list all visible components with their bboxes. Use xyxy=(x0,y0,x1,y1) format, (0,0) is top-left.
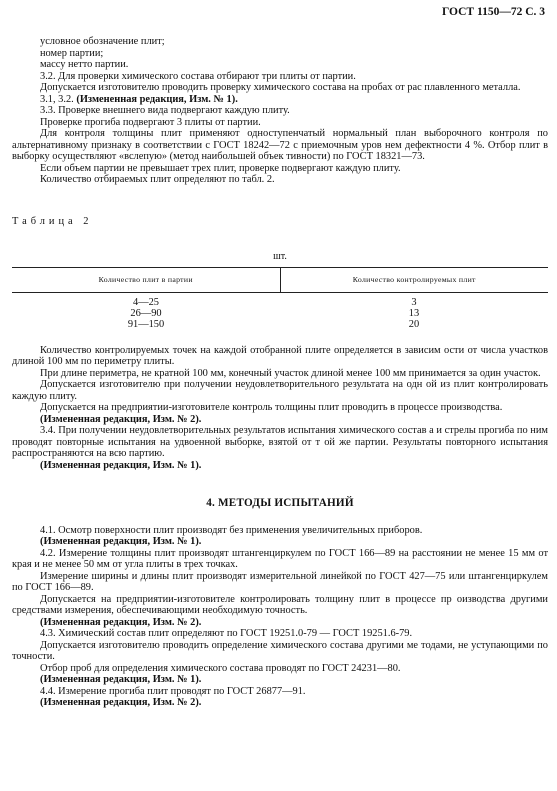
table-cell: 3 xyxy=(411,297,417,308)
paragraph-unsatisfactory: Допускается изготовителю при получении неудовлетворительного результата на одн ой из плит контролировать каждую плиту. xyxy=(12,379,548,402)
document-body xyxy=(12,36,548,709)
paragraph-thickness-control: Для контроля толщины плит применяют одноступенчатый нормальный план выборочного контроля по альтернативному признаку в соответствии с ГОСТ 18242—72 с приемочным уров нем дефектности 4 %. Отбор плит в выборку осуществляют «вслепую» (метод наибольшей объек тивности) по ГОСТ 18321—73. xyxy=(12,128,548,162)
paragraph-control-points: Количество контролируемых точек на каждой отобранной плите определяется в зависим ости от числа участков длиной 100 мм по периметру плиты. xyxy=(12,344,548,368)
edit-note-izm1: (Измененная редакция, Изм. № 1). xyxy=(40,674,202,686)
paragraph-4-2-allowance: Допускается на предприятии-изготовителе контролировать толщину плит в процессе пр оизводства другими средствами измерения, обеспечивающими необходимую точность. xyxy=(12,593,548,617)
table-cell: 20 xyxy=(408,319,420,331)
paragraph-perimeter: При длине периметра, не кратной 100 мм, конечный участок длиной менее 100 мм принимается за один участок. xyxy=(40,367,541,379)
edit-note-izm2: (Измененная редакция, Изм. № 2). xyxy=(40,413,202,425)
list-line-batch-number: номер партии; xyxy=(40,47,104,59)
edit-note-label: (Измененная редакция, Изм. № 1). xyxy=(76,93,238,105)
table-2-title: Таблица 2 xyxy=(12,215,93,227)
table-row xyxy=(12,308,548,319)
edit-note-izm1: (Измененная редакция, Изм. № 1). xyxy=(40,536,202,548)
table-header-plates-controlled: Количество контролируемых плит xyxy=(280,267,548,293)
table-header-plates-in-batch: Количество плит в партии xyxy=(12,267,280,293)
paragraph-3-2: 3.2. Для проверки химического состава отбирают три плиты от партии. xyxy=(40,70,356,82)
section-4-title: 4. МЕТОДЫ ИСПЫТАНИЙ xyxy=(206,497,354,510)
table-row xyxy=(12,293,548,309)
paragraph-4-1: 4.1. Осмотр поверхности плит производят без применения увеличительных приборов. xyxy=(40,524,423,536)
table-2 xyxy=(12,267,548,331)
paragraph-sample-count: Количество отбираемых плит определяют по табл. 2. xyxy=(40,174,275,185)
paragraph-3-3-deflection: Проверке прогиба подвергают 3 плиты от партии. xyxy=(40,116,261,128)
spacer xyxy=(12,331,548,345)
table-cell: 4—25 xyxy=(133,297,159,308)
edit-note-izm2: (Измененная редакция, Изм. № 2). xyxy=(40,616,202,628)
paragraph-in-process: Допускается на предприятии-изготовителе контроль толщины плит проводить в процессе производства. xyxy=(40,402,503,414)
paragraph-small-batch: Если объем партии не превышает трех плит, проверке подвергают каждую плиту. xyxy=(40,162,401,174)
paragraph-3-3: 3.3. Проверке внешнего вида подвергают каждую плиту. xyxy=(40,105,290,116)
paragraph-4-4: 4.4. Измерение прогиба плит проводят по ГОСТ 26877—91. xyxy=(40,685,306,697)
table-cell: 26—90 xyxy=(130,308,162,320)
edit-note-izm1: (Измененная редакция, Изм. № 1). xyxy=(40,459,202,471)
paragraph-3-2-allowance: Допускается изготовителю проводить проверку химического состава на пробах от рас плавленного металла. xyxy=(40,82,521,93)
paragraph-4-3-allowance: Допускается изготовителю проводить определение химического состава другими ме тодами, не уступающими по точности. xyxy=(12,639,548,663)
paragraph-4-2: 4.2. Измерение толщины плит производят штангенциркулем по ГОСТ 166—89 на расстоянии не менее 15 мм от края и не менее 50 мм от угла плиты в трех точках. xyxy=(12,547,548,571)
paragraph-4-3-sampling: Отбор проб для определения химического состава проводят по ГОСТ 24231—80. xyxy=(40,662,401,674)
paragraph-4-3: 4.3. Химический состав плит определяют по ГОСТ 19251.0-79 — ГОСТ 19251.6-79. xyxy=(40,628,413,640)
table-2-unit: шт. xyxy=(273,251,287,262)
page-header: ГОСТ 1150—72 С. 3 xyxy=(441,6,545,18)
edit-note-izm2: (Измененная редакция, Изм. № 2). xyxy=(40,697,202,709)
paragraph-4-2-width: Измерение ширины и длины плит производят измерительной линейкой по ГОСТ 427—75 или штангенциркулем по ГОСТ 166—89. xyxy=(12,570,548,594)
table-header-row xyxy=(12,267,548,293)
table-cell: 91—150 xyxy=(127,319,165,331)
list-line-designation: условное обозначение плит; xyxy=(40,36,165,47)
table-cell: 13 xyxy=(408,308,420,320)
paragraph-3-4: 3.4. При получении неудовлетворительных результатов испытания химического состав а и стрелы прогиба по ним проводят повторные испытания на удвоенной выборке, взятой от т ой же партии. Результаты повторного испытания распространяются на всю партию. xyxy=(12,425,548,460)
list-line-net-mass: массу нетто партии. xyxy=(40,59,129,70)
edit-note-3-1-3-2 xyxy=(12,94,548,106)
table-row xyxy=(12,319,548,330)
clause-numbers: 3.1, 3.2. xyxy=(40,93,74,105)
